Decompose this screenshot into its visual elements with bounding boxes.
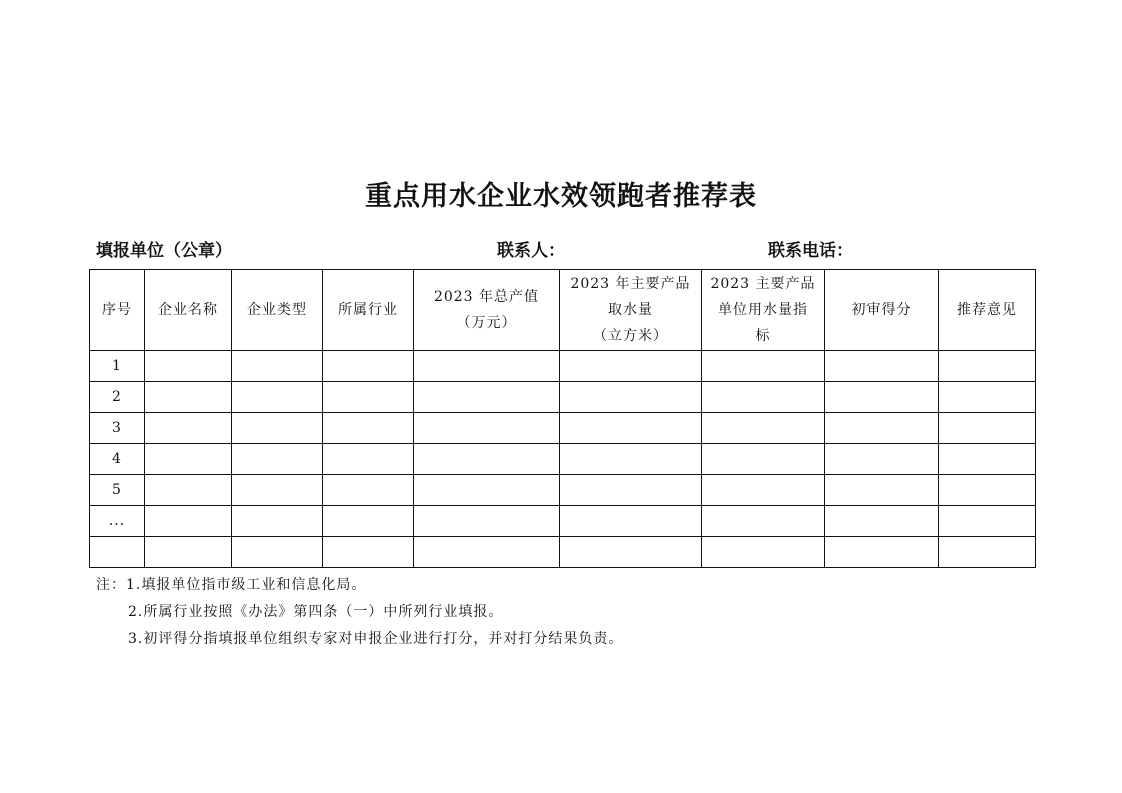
- table-cell: [414, 537, 560, 568]
- column-header-text: （立方米）: [593, 328, 668, 344]
- column-header-text: 2023 年总产值: [433, 289, 540, 305]
- row-number-cell: 4: [90, 444, 145, 475]
- column-header: [414, 270, 560, 351]
- table-cell: [702, 475, 825, 506]
- table-cell: [414, 413, 560, 444]
- contact-person-label: 联系人：: [497, 241, 565, 261]
- column-header-text: 推荐意见: [957, 302, 1017, 318]
- table-cell: [560, 444, 702, 475]
- table-cell: [232, 506, 323, 537]
- table-cell: [702, 444, 825, 475]
- table-body: [90, 351, 1036, 568]
- table-cell: [414, 506, 560, 537]
- table-cell: [323, 382, 414, 413]
- column-header: [560, 270, 702, 351]
- table-cell: [702, 351, 825, 382]
- column-header-text: 单位用水量指: [718, 302, 808, 318]
- table-cell: [825, 382, 939, 413]
- table-cell: [145, 351, 232, 382]
- table-cell: [560, 413, 702, 444]
- table-cell: [323, 506, 414, 537]
- notes-prefix: 注：: [96, 577, 126, 593]
- table-cell: [560, 506, 702, 537]
- table-row: [90, 537, 1036, 568]
- table-cell: [323, 537, 414, 568]
- row-number-cell: 1: [90, 351, 145, 382]
- column-header-text: 取水量: [608, 302, 653, 318]
- table-cell: [702, 413, 825, 444]
- column-header: [145, 270, 232, 351]
- table-cell: [939, 382, 1036, 413]
- table-cell: [414, 382, 560, 413]
- table-cell: [939, 444, 1036, 475]
- table-cell: [414, 475, 560, 506]
- column-header: [825, 270, 939, 351]
- column-header-text: 2023 主要产品: [710, 276, 816, 292]
- note-item: [96, 626, 623, 653]
- table-cell: [323, 413, 414, 444]
- table-row: [90, 382, 1036, 413]
- column-header: [90, 270, 145, 351]
- note-text: 2.所属行业按照《办法》第四条（一）中所列行业填报。: [128, 604, 504, 620]
- document-title: 重点用水企业水效领跑者推荐表: [365, 181, 757, 212]
- table-row: [90, 413, 1036, 444]
- column-header: [323, 270, 414, 351]
- row-number-cell: [90, 537, 145, 568]
- table-cell: [145, 413, 232, 444]
- column-header-text: 所属行业: [338, 302, 398, 318]
- table-cell: [232, 537, 323, 568]
- table-cell: [323, 351, 414, 382]
- column-header-text: 2023 年主要产品: [570, 276, 691, 292]
- table-cell: [939, 351, 1036, 382]
- table-cell: [232, 444, 323, 475]
- table-cell: [232, 351, 323, 382]
- note-text: 1.填报单位指市级工业和信息化局。: [126, 577, 367, 593]
- row-number-cell: 3: [90, 413, 145, 444]
- column-header: [232, 270, 323, 351]
- table-cell: [560, 475, 702, 506]
- table-cell: [145, 537, 232, 568]
- table-cell: [825, 413, 939, 444]
- column-header-text: 企业名称: [158, 302, 218, 318]
- table-cell: [939, 506, 1036, 537]
- row-number-cell: 5: [90, 475, 145, 506]
- table-cell: [825, 444, 939, 475]
- table-row: [90, 351, 1036, 382]
- column-header-text: 标: [755, 328, 771, 344]
- column-header-text: 企业类型: [247, 302, 307, 318]
- table-cell: [702, 382, 825, 413]
- table-cell: [232, 475, 323, 506]
- table-cell: [232, 382, 323, 413]
- column-header-text: 初审得分: [851, 302, 912, 318]
- table-row: [90, 444, 1036, 475]
- column-header: [939, 270, 1036, 351]
- row-number-cell: 2: [90, 382, 145, 413]
- table-cell: [560, 537, 702, 568]
- table-cell: [323, 444, 414, 475]
- table-cell: [414, 444, 560, 475]
- table-cell: [560, 351, 702, 382]
- reporting-unit-label: 填报单位（公章）: [96, 241, 232, 261]
- note-text: 3.初评得分指填报单位组织专家对申报企业进行打分，并对打分结果负责。: [128, 631, 624, 647]
- note-item: [96, 599, 623, 626]
- table-row: [90, 506, 1036, 537]
- table-cell: [702, 537, 825, 568]
- row-number-cell: ...: [90, 506, 145, 537]
- notes-section: [96, 572, 623, 653]
- table-row: [90, 475, 1036, 506]
- column-header-text: （万元）: [456, 315, 517, 331]
- table-cell: [825, 537, 939, 568]
- table-header-row: [90, 270, 1036, 351]
- table-cell: [414, 351, 560, 382]
- table-cell: [145, 444, 232, 475]
- column-header-text: 序号: [102, 302, 132, 318]
- note-item: [96, 572, 623, 599]
- table-cell: [939, 413, 1036, 444]
- table-cell: [825, 475, 939, 506]
- table-cell: [145, 475, 232, 506]
- table-cell: [939, 475, 1036, 506]
- table-cell: [560, 382, 702, 413]
- contact-phone-label: 联系电话：: [768, 241, 853, 261]
- table-cell: [145, 506, 232, 537]
- table-cell: [825, 506, 939, 537]
- table-cell: [323, 475, 414, 506]
- table-cell: [702, 506, 825, 537]
- table-cell: [145, 382, 232, 413]
- recommendation-table: [89, 269, 1036, 568]
- table-cell: [825, 351, 939, 382]
- table-cell: [939, 537, 1036, 568]
- column-header: [702, 270, 825, 351]
- table-cell: [232, 413, 323, 444]
